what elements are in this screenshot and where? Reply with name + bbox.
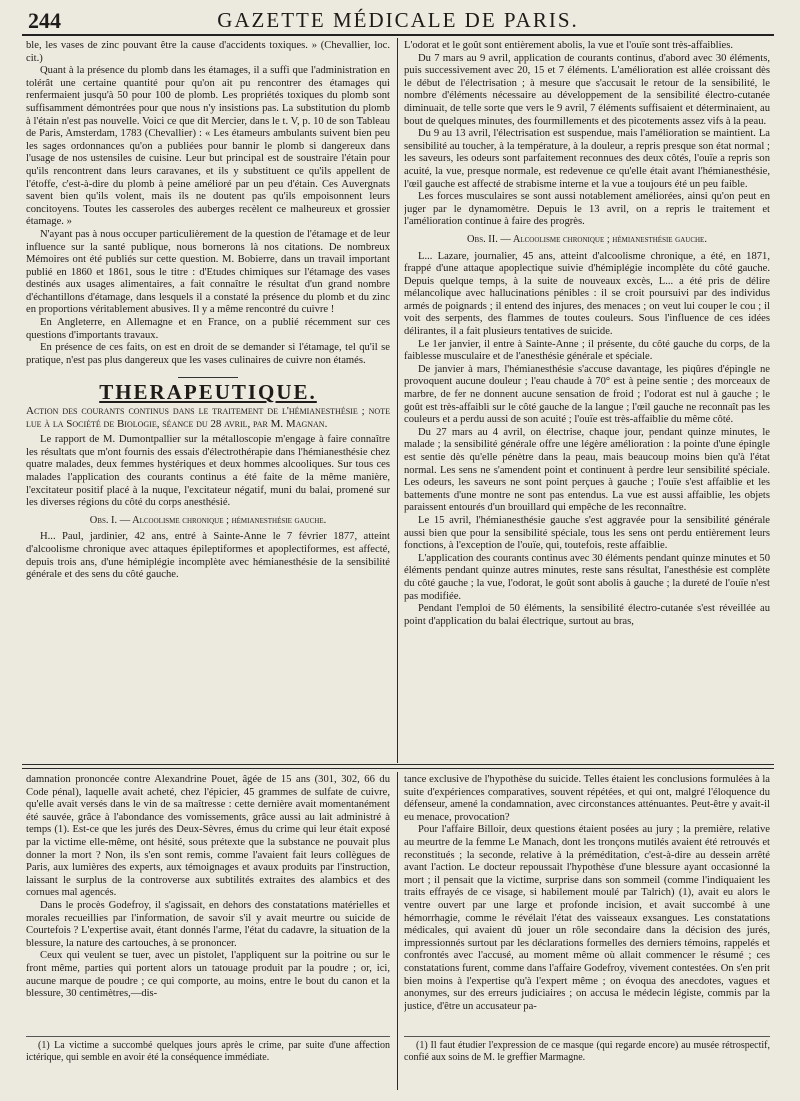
paragraph: H... Paul, jardinier, 42 ans, entré à Sainte-Anne le 7 février 1877, atteint d'alcoolisme chronique avec attaques épileptiformes et apoplectiformes, est affecté, depuis trois ans, d'une hémiplégie incomplète avec hémianesthésie de la sensibilité générale et des sens du côté gauche.: [26, 531, 390, 581]
article-heading: Action des courants continus dans le traitement de l'hémianesthésie ; note lue à la Société de Biologie, séance du 28 avril, par M. Magnan.: [26, 405, 390, 430]
column-top-left: [26, 40, 390, 762]
column-divider-bottom: [397, 772, 398, 1090]
paragraph: L... Lazare, journalier, 45 ans, atteint d'alcoolisme chronique, a été, en 1871, frappé d'une attaque apoplectique suivie d'hémiplégie incomplète du côté gauche. Depuis quelque temps, à la suite de nouveaux excès, L... a été pris de délire mélancolique avec hallucinations pénibles : il se croit poursuivi par des individus armés de poignards ; il entend des injures, des menaces ; on veut lui couper le cou ; il voit des serpents, des flammes de toutes couleurs. Sous l'influence de ces idées délirantes, il a fait plusieurs tentatives de suicide.: [404, 250, 770, 338]
paragraph: Du 7 mars au 9 avril, application de courants continus, d'abord avec 30 éléments, puis successivement avec 20, 15 et 7 éléments. L'amélioration est allée croissant dès le début de l'électrisation ; à mesure que s'accusait le retour de la sensibilité, le nombre d'éléments nécessaire au développement de la sensibilité électro-cutanée diminuait, de telle sorte que vers le 9 avril, 7 éléments suffisaient et déterminaient, au bout de quelques minutes, des fourmillements et des picotements assez vifs à la peau.: [404, 52, 770, 127]
paragraph: En présence de ces faits, on est en droit de se demander si l'étamage, tel qu'il se pratique, n'est pas plus dangereux que les vases culinaires de cuivre non étamés.: [26, 342, 390, 366]
paragraph: Le rapport de M. Dumontpallier sur la métalloscopie m'engage à faire connaître les résultats que m'ont fournis des essais d'électrothérapie dans l'hémianesthésie chez quatre malades, deux femmes hystériques et deux hommes alcooliques. Sur tous ces malades l'application des courants continus a été faite de la même manière, l'excitateur positif placé à la nuque, l'excitateur négatif, muni du balai, promené sur les diverses régions du côté du corps anesthésié.: [26, 434, 390, 509]
column-bottom-right: [404, 774, 770, 1032]
paragraph: damnation prononcée contre Alexandrine Pouet, âgée de 15 ans (301, 302, 66 du Code pénal), laquelle avait acheté, chez l'épicier, 45 grammes de sulfate de cuivre, qu'elle avait versés dans le vin de sa maîtresse : cette dernière avait momentanément été sauvée, grâce à l'abondance des vomissements, grâce aussi au lait administré à temps (1). Est-ce que les jurés des Deux-Sèvres, émus du crime qui leur était exposé par la victime elle-même, ont hésité, sous prétexte que la substance ne pouvait plus donner la mort ? Non, ils s'en sont remis, comme l'avaient fait leurs collègues de Paris, aux lumières des experts, aux témoignages et avaux produits par l'instruction, laissant le surplus de la controverse aux subtilités extraites des alambics et des cornues mal agencés.: [26, 774, 390, 899]
paragraph: Du 9 au 13 avril, l'électrisation est suspendue, mais l'amélioration se maintient. La sensibilité au toucher, à la température, à la douleur, a repris presque son état normal ; les saveurs, les odeurs sont parfaitement reconnues des deux côtés, l'ouïe a repris son acuité, la vue, presque normale, est redevenue ce qu'elle était avant l'hémianesthésie, l'œil gauche est affecté de strabisme interne et la vue a toujours été un peu faible.: [404, 128, 770, 190]
column-divider-top: [397, 38, 398, 763]
paragraph: Quant à la présence du plomb dans les étamages, il a suffi que l'administration en tolérât une certaine quantité pour qu'on ait pu rencontrer des étamages qui renfermaient jusqu'à 50 pour 100 de plomb. Les propriétés toxiques du plomb sont suffisamment démontrées pour que nous n'y insistions pas. La substitution du plomb à l'étain n'est pas nouvelle. Voici ce que dit Mercier, dans le t. V, p. 10 de son Tableau de Paris, Amsterdam, 1783 (Chevallier) : « Les étameurs ambulants suivent bien peu les sages ordonnances qu'on a publiées pour bannir le plomb si dangereux dans l'usage de nos ustensiles de cuisine. Leur but principal est de soustraire l'étain pour qu'ils rencontrent dans leurs caravanes, et ils y substituent ce qu'ils appellent de l'étoffe, c'est-à-dire du plomb à peine amélioré par un peu d'étain. Ces Auvergnats savent bien qu'ils volent, mais ils ne doutent pas qu'ils empoisonnent leurs concitoyens. Toutes les casseroles des auberges recèlent ce malheureux et grossier étamage. »: [26, 65, 390, 228]
page-header: [22, 6, 774, 36]
footnote-text: (1) Il faut étudier l'expression de ce masque (qui regarde encore) au musée rétrospectif, confié aux soins de M. le greffier Marmagne.: [404, 1040, 770, 1063]
paragraph: De janvier à mars, l'hémianesthésie s'accuse davantage, les piqûres d'épingle ne provoquent aucune douleur ; l'eau chaude à 70° est à peine sentie ; des morceaux de marbre, de fer ne donnent aucune sensation de froid ; l'odorat est nul à gauche ; le goût est très-affaibli sur le côté gauche de la langue ; l'œil gauche ne reconnaît pas les couleurs et a perdu aussi de son acuité ; l'ouïe est très-affaiblie du même côté.: [404, 363, 770, 426]
paragraph: tance exclusive de l'hypothèse du suicide. Telles étaient les conclusions formulées à la suite d'expériences comparatives, souvent répétées, et qui ont, malgré l'éloquence du défenseur, amené la condamnation, avec circonstances atténuantes. Peut-être y avait-il eu menace, provocation?: [404, 774, 770, 823]
paragraph: Pour l'affaire Billoir, deux questions étaient posées au jury ; la première, relative au meurtre de la femme Le Manach, dont les tronçons mutilés avaient été retrouvés et reconstitués ; la seconde, relative à la préméditation, c'est-à-dire au dessein arrêté avant l'action. Le docteur repoussait l'hypothèse d'une blessure ayant occasionné la mort ; il pensait que la victime, surprise dans son sommeil (comme l'indiquaient les traits effrayés de ce visage, si habilement moulé par Talrich) (1), avait eu alors le ventre ouvert par une large et profonde incision, et avait succombé à une hémorrhagie, comme le révélait l'état des vaisseaux exsangues. Les constatations médicales, qui avaient dû jouer un rôle secondaire dans la décision des jurés, impressionnés surtout par les déclarations formelles des derniers témoins, rappelés et confrontés avec l'accusé, au moment même où allait commencer le résumé ; ces constatations furent, comme dans l'affaire Godefroy, vivement contestées. On s'en prit bien moins à l'expertise qu'à l'expert même ; on évoqua des anecdotes, vagues et anonymes, sur des erreurs judiciaires ; on accusa le médecin légiste, commis par la justice, d'être un accusateur pa-: [404, 824, 770, 1012]
paragraph: L'odorat et le goût sont entièrement abolis, la vue et l'ouïe sont très-affaiblies.: [404, 40, 733, 51]
observation-heading: Obs. I. — Alcoolisme chronique ; hémianesthésie gauche.: [89, 514, 327, 526]
journal-title: GAZETTE MÉDICALE DE PARIS.: [217, 8, 579, 32]
paragraph: Pendant l'emploi de 50 éléments, la sensibilité électro-cutanée s'est réveillée au point d'application du balai électrique, surtout au bras,: [404, 603, 770, 627]
section-title: THERAPEUTIQUE.: [99, 380, 317, 405]
footnote-rule: [404, 1036, 770, 1037]
paragraph: Du 27 mars au 4 avril, on électrise, chaque jour, pendant quinze minutes, le malade ; la sensibilité générale offre une légère amélioration : la pointe d'une épingle est sentie dès qu'elle pénètre dans la peau, mais beaucoup moins bien qu'à l'état normal. Les sens ne s'amendent point et continuent à perdre leur sensibilité spéciale. Les odeurs, les saveurs ne sont point perçues à gauche ; l'ouïe s'est affaiblie et les battements d'une montre ne sont pas entendus. La vue est aussi affaiblie, les objets paraissent entourés d'un brouillard qui empêche de les reconnaître.: [404, 426, 770, 514]
observation-heading: Obs. II. — Alcoolisme chronique ; hémianesthésie gauche.: [467, 233, 707, 245]
paragraph: En Angleterre, en Allemagne et en France, on a publié récemment sur ces questions d'importants travaux.: [26, 317, 390, 341]
paragraph: ble, les vases de zinc pouvant être la cause d'accidents toxiques. » (Chevallier, loc. cit.): [26, 40, 390, 64]
section-divider-double: [22, 768, 774, 769]
column-bottom-left: [26, 774, 390, 1032]
paragraph: N'ayant pas à nous occuper particulièrement de la question de l'étamage et de leur influence sur la santé publique, nous bornerons là nos citations. De nombreux Mémoires ont été publiés sur cette question. M. Bobierre, dans un travail important publié en 1860 et 1861, sous le titre : d'Etudes chimiques sur l'étamage des vases destinés aux usages alimentaires, a fait connaître le résultat d'un grand nombre d'échantillons d'étamage, dans lesquels il a constaté la présence du plomb et du zinc en proportions véritablement abusives. Il y a même rencontré du cuivre !: [26, 228, 390, 316]
paragraph: Dans le procès Godefroy, il s'agissait, en dehors des constatations matérielles et morales recueillies par l'information, de savoir s'il y avait meurtre ou suicide de Courtefois ? L'expertise avait, étant donnés l'arme, l'état du cadavre, la situation de la blessure, la nature des cartouches, à se prononcer.: [26, 899, 390, 949]
paragraph: Ceux qui veulent se tuer, avec un pistolet, l'appliquent sur la poitrine ou sur le front même, parties qui portent alors un tatouage produit par la poudre ; or, ici, aucune marque de poudre ; ce qui comporte, au moins, entre le bout du canon et la blessure, 30 centimètres,—dis-: [26, 950, 390, 1000]
footnote-left: [26, 1040, 390, 1090]
paragraph: Le 1er janvier, il entre à Sainte-Anne ; il présente, du côté gauche du corps, de la faiblesse musculaire et de l'anesthésie générale et spéciale.: [404, 338, 770, 363]
column-top-right: [404, 40, 770, 762]
section-divider: [22, 764, 774, 765]
footnote-right: [404, 1040, 770, 1090]
footnote-rule: [26, 1036, 390, 1037]
page-number: 244: [28, 8, 61, 33]
paragraph: L'application des courants continus avec 30 éléments pendant quinze minutes et 50 éléments pendant quinze autres minutes, reste sans résultat, l'anesthésie est complète du côté gauche ; la vue, l'odorat, le goût sont abolis à gauche ; la dureté de l'ouïe n'est pas modifiée.: [404, 552, 770, 602]
footnote-text: (1) La victime a succombé quelques jours après le crime, par suite d'une affection ictérique, qui semble en avoir été la conséquence immédiate.: [26, 1040, 390, 1063]
paragraph: Les forces musculaires se sont aussi notablement améliorées, ainsi qu'on peut en juger par le dynamomètre. Depuis le 13 avril, on a repris le traitement et l'amélioration continue à faire des progrès.: [404, 191, 770, 228]
paragraph: Le 15 avril, l'hémianesthésie gauche s'est aggravée pour la sensibilité générale aussi bien que pour la sensibilité spéciale, tous les sens ont perdu entièrement leurs fonctions, à l'exception de l'ouïe, qui, toutefois, reste affaiblie.: [404, 514, 770, 552]
